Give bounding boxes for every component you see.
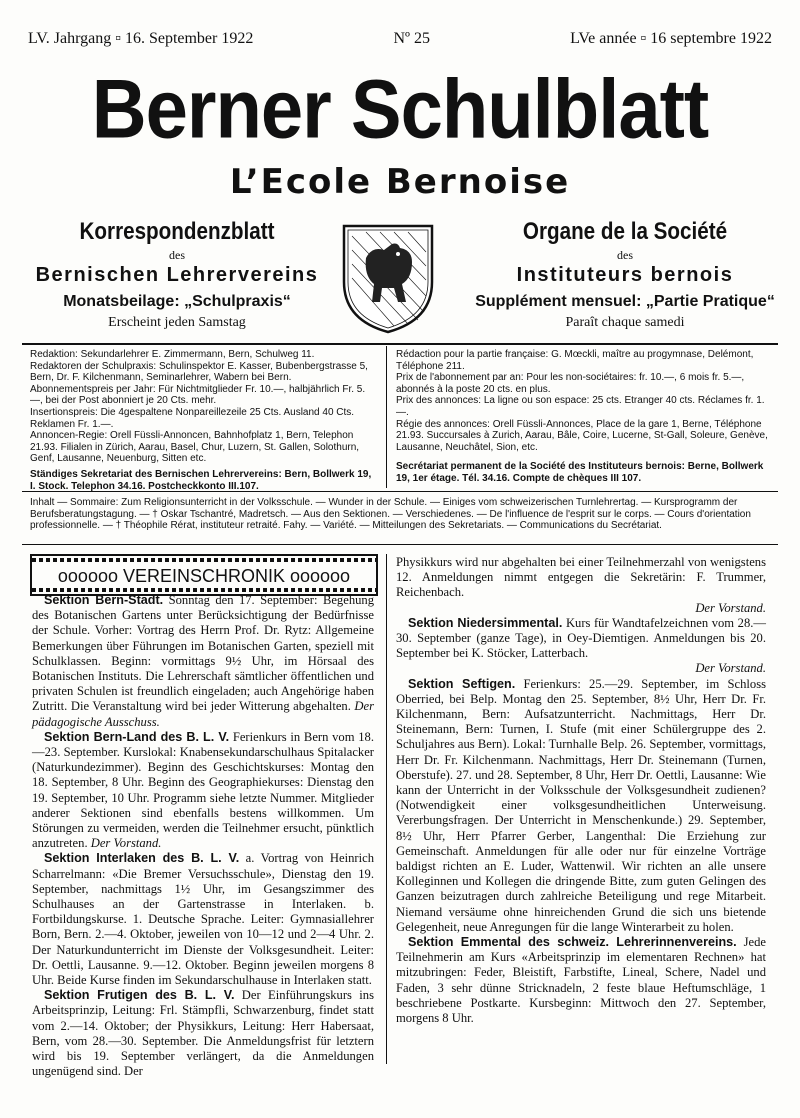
info-line: Redaktion: Sekundarlehrer E. Zimmermann, Bern, Schulweg 11. [30, 349, 315, 360]
article [32, 988, 374, 1079]
ornament-border [32, 588, 376, 592]
article-text: Sonntag den 17. September: Begehung des Botanischen Gartens unter Berücksichtigung der Bedürfnisse der Schule. Vorher: Vortrag des Herrn Prof. Dr. Rytz: Allgemeine Bemerkungen über Führungen im Botanischen Garten, speziell mit Schulklassen. Beginn: vormittags 9½ Uhr, im Hörsaal des Botanischen Instituts. Die Lehrerschaft sämtlicher öffentlichen und privaten Schulen ist freundlich eingeladen; auch Angehörige haben Zutritt. Die Veranstaltung wird bei jeder Witterung abgehalten. [32, 593, 375, 714]
issue-number: Nº 25 [393, 30, 430, 47]
info-line: Rédaction pour la partie française: G. Mœckli, maître au progymnase, Delémont, Téléphone 211. [396, 349, 754, 372]
article-title: Sektion Bern-Land des B. L. V. [44, 729, 230, 744]
info-line: Ständiges Sekretariat des Bernischen Lehrervereins: Bern, Bollwerk 19, I. Stock. Telephon 34.16. Postcheckkonto III.107. [30, 468, 372, 492]
german-frequency: Erscheint jeden Samstag [108, 315, 246, 330]
french-h3: Instituteurs bernois [516, 264, 734, 286]
article-text: a. Vortrag von Heinrich Scharrelmann: «Die Bremer Versuchsschule», Dienstag den 19. September, nachmittags 1½ Uhr, im Gesangszimmer des Schulhauses an der Gartenstrasse in Interlaken. b. Fortbildungskurse. 1. Deutsche Sprache. Leiter: Gymnasiallehrer Born, Bern. 2.—4. Oktober, jeweilen von 10—12 und 2—4 Uhr. 2. Der Naturkundunterricht im Dienste der Volksgesundheit. Leiter: Dr. Oettli, Lausanne. 9.—12. Oktober. Beginn jeweilen morgens 8 Uhr. Beide Kurse finden im Sekundarschulhause in Interlaken statt. [32, 851, 374, 988]
issue-header [28, 30, 772, 56]
french-frequency: Paraît chaque samedi [565, 315, 685, 330]
newspaper-title: Berner Schulblatt [91, 62, 709, 157]
ornament-border [32, 558, 376, 562]
article-title: Sektion Bern-Stadt. [44, 593, 164, 607]
bern-coat-of-arms-icon [338, 222, 438, 334]
article [32, 851, 374, 988]
article-title: Sektion Frutigen des B. L. V. [44, 988, 235, 1003]
vereinschronik-banner [30, 554, 378, 596]
info-line: Insertionspreis: Die 4gespaltene Nonpareillezeile 25 Cts. Ausland 40 Cts. Reklamen Fr. 1.—. [30, 406, 355, 430]
section-title: oooooo VEREINSCHRONIK oooooo [57, 566, 351, 586]
article-title: Sektion Niedersimmental. [408, 615, 563, 630]
article-signature: Der Vorstand. [695, 600, 766, 615]
german-header [22, 218, 332, 331]
article-text: Ferienkurs in Bern vom 18.—23. September. Kurslokal: Knabensekundarschulhaus Spitalacker (Naturkundezimmer). Beginn des Geschichtskurses: Montag den 18. September, 8 Uhr. Beginn des Geographiekurses: Dienstag den 19. September, 10 Uhr. Programm siehe letzte Nummer. Mitglieder anderer Sektionen sind ebenfalls bestens willkommen. Um Störungen zu vermeiden, werden die Teilnehmer ersucht, pünktlich anzutreten. [32, 729, 374, 851]
french-supplement: Supplément mensuel: „Partie Pratique“ [475, 293, 775, 310]
info-line: Régie des annonces: Orell Füssli-Annonces, Place de la gare 1, Berne, Téléphone 21.93. Succursales à Zurich, Aarau, Bâle, Coire, Lucerne, St-Gall, Soleure, Genève, Lausanne, Neuchâtel, Sion, etc. [396, 418, 768, 453]
info-line: Redaktoren der Schulpraxis: Schulinspektor E. Kasser, Bubenbergstrasse 5, Bern, Dr. F. Kilchenmann, Seminarlehrer, Wabern bei Bern. [30, 360, 368, 384]
article-text: Physikkurs wird nur abgehalten bei einer Teilnehmerzahl von wenigstens 12. Anmeldungen nimmt entgegen die Sekretärin: F. Trummer, Reichenbach. [396, 555, 766, 600]
info-column-divider [386, 346, 387, 488]
volume-date-de: LV. Jahrgang ▫ 16. September 1922 [28, 30, 254, 47]
article-text: Der Einführungskurs ins Arbeitsprinzip, Leitung: Frl. Stämpfli, Schwarzenburg, findet statt vom 2.—14. Oktober; der Physikkurs, Leitung: Herr Habersaat, Bern, vom 28.—30. September. Die Anmeldungsfrist für letztern wird bis 19. September verlängert, da die Anmeldungen ungenügend sind. Der [32, 988, 374, 1079]
info-line: Secrétariat permanent de la Société des Instituteurs bernois: Berne, Bollwerk 19, 1er étage. Tél. 34.16. Compte de chèques III 107. [396, 461, 764, 484]
divider [22, 544, 778, 545]
article-signature: Der Vorstand. [695, 661, 766, 676]
article-text: Ferienkurs: 25.—29. September, im Schloss Oberried, bei Belp. Montag den 25. September, 8½ Uhr, Herr Dr. Fr. Kilchenmann, Bern: Aufsatzunterricht. Nachmittags, Herr Dr. Steinemann, Bern: Turnen, I. Stufe (mit einer Schülergruppe des 2. Schuljahres aus Bern). Lokal: Turnhalle Belp. 26. September, vormittags, Herr Dr. Fr. Kilchenmann. Nachmittags, Herr Dr. Steinemann (Turnen, Oberstufe). 27. und 28. September, 8 Uhr, Herr Dr. Oettli, Lausanne: Wie kann der Unterricht in der Volksschule der Volksgesundheit zudienen? (Notwendigkeit einer volksgesundheitlichen Unterweisung. Vererbungsfragen. Der Unterricht in Menschenkunde.) 29. September, 8½ Uhr, Herr Pfarrer Gerber, Langenthal: Die Erziehung zur Gemeinschaft. Anmeldungen für alle oder nur für einzelne Vorträge baldigst richten an E. Luder, Wattenwil. Wir richten an alle unsere Kolleginnen und Kollegen die dringende Bitte, zum guten Gelingen des Ganzen beizutragen durch zahlreiche Beteiligung und rege Mitarbeit. Niemand versäume ohne hinreichenden Grund die sich uns bietende Gelegenheit, neue Anregungen für die lange Winterarbeit zu holen. [396, 676, 766, 934]
info-line: Prix de l'abonnement par an: Pour les non-sociétaires: fr. 10.—, 6 mois fr. 5.—, abonnés à la poste 20 cts. en plus. [396, 372, 745, 395]
french-header [470, 218, 780, 331]
german-h3: Bernischen Lehrervereins [35, 264, 319, 286]
info-line: Abonnementspreis per Jahr: Für Nichtmitglieder Fr. 10.—, halbjährlich Fr. 5.—, bei der Post abonniert je 20 Cts. mehr. [30, 383, 366, 407]
info-german [30, 349, 376, 492]
divider [22, 343, 778, 345]
newspaper-subtitle: L’Ecole Bernoise [229, 162, 571, 202]
french-h1: Organe de la Société [522, 218, 728, 245]
article-title: Sektion Emmental des schweiz. Lehrerinnenvereins. [408, 935, 737, 950]
article [396, 677, 766, 935]
german-h1: Korrespondenzblatt [79, 218, 275, 245]
article-title: Sektion Seftigen. [408, 676, 516, 691]
article [32, 593, 374, 730]
german-supplement: Monatsbeilage: „Schulpraxis“ [63, 293, 291, 310]
article [396, 616, 766, 662]
article-signature: Der Vorstand. [90, 836, 162, 851]
article-text: Kurs für Wandtafelzeichnen vom 28.—30. September (ganze Tage), in Oey-Diemtigen. Anmeldungen bis 20. September bei K. Stöcker, Latterbach. [396, 615, 766, 661]
german-h2: des [169, 248, 185, 262]
article-title: Sektion Interlaken des B. L. V. [44, 851, 240, 866]
french-h2: des [617, 248, 633, 262]
article [396, 555, 766, 601]
article [32, 730, 374, 852]
column-divider [386, 554, 387, 1064]
left-column [32, 593, 374, 1080]
info-line: Prix des annonces: La ligne ou son espace: 25 cts. Etranger 40 cts. Réclames fr. 1.—. [396, 395, 765, 418]
volume-date-fr: LVe année ▫ 16 septembre 1922 [570, 30, 772, 47]
divider [22, 491, 778, 492]
article [396, 935, 766, 1026]
article-signature: Der pädagogische Ausschuss. [32, 699, 374, 729]
table-of-contents: Inhalt — Sommaire: Zum Religionsunterricht in der Volksschule. — Wunder in der Schule. — Einiges vom schweizerischen Turnlehrertag. — Kursprogramm der Berufsberatungstagung. — † Oskar Tschantré, Madretsch. — Aus den Sektionen. — Verschiedenes. — De l'influence de l'esprit sur le corps. — Cours d'orientation professionnelle. — † Théophile Rérat, instituteur retraité. Fahy. — Variété. — Mitteilungen des Sekretariats. — Communications du Secrétariat. [30, 497, 751, 531]
right-column [396, 555, 766, 1026]
article-text: Jede Teilnehmerin am Kurs «Arbeitsprinzip im elementaren Rechnen» hat mitzubringen: Feder, Bleistift, Farbstifte, Lineal, Schere, Nadel und Faden, 3 sehr dünne Stricknadeln, 2 feste blaue Heftumschläge, 1 beschriebene Postkarte. Kursbeginn: Mittwoch den 27. September, morgens 8 Uhr. [396, 935, 766, 1026]
info-line: Annoncen-Regie: Orell Füssli-Annoncen, Bahnhofplatz 1, Bern, Telephon 21.93. Filialen in Zürich, Aarau, Basel, Chur, Luzern, St. Gallen, Solothurn, Genf, Lausanne, Neuenburg, Sitten etc. [30, 430, 360, 465]
info-french [396, 349, 770, 485]
